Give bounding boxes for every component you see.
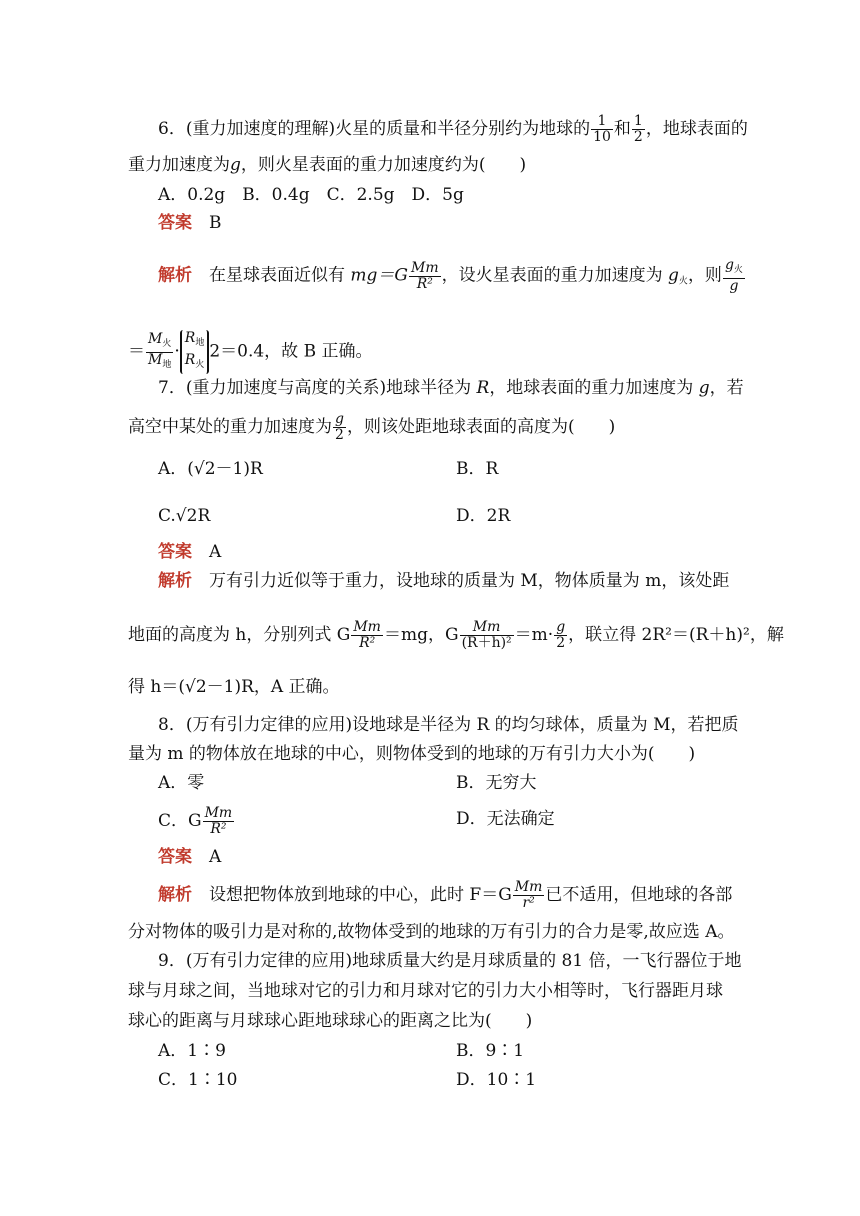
q6-fraction-1-10: $\frac{1}{10}$: [593, 113, 611, 145]
q9-option-a: A．1∶9: [158, 1041, 226, 1061]
q7-stem-line1: [158, 377, 744, 399]
q8-option-d: D．无法确定: [456, 809, 555, 829]
q8-option-c-fraction: $\frac{Mm}{\text{R²}}$: [204, 805, 233, 837]
analysis-label: 解析: [158, 571, 192, 591]
q8-option-a: A．零: [158, 773, 205, 793]
q6-an-f: ＝: [128, 341, 145, 362]
q6-g: g: [230, 155, 241, 175]
q7-option-a: A．(√2－1)R: [158, 459, 263, 479]
q6-stem-line1: [158, 114, 748, 145]
q6-stem-d: ，则火星表面的重力加速度约为( ): [240, 155, 527, 175]
q6-stem-c: 重力加速度为: [128, 155, 230, 175]
analysis-label: 解析: [158, 265, 192, 286]
q7-an-fraction-2: $\frac{Mm}{\text{(R＋h)²}}$: [461, 619, 512, 651]
q8-option-c-text: C．G: [158, 811, 202, 831]
q8-option-b: B．无穷大: [456, 773, 537, 793]
q7-an2c: ＝m·: [514, 625, 554, 645]
q7-stem-b: ，地球表面的重力加速度为: [489, 378, 694, 398]
q8-option-c: [158, 806, 235, 837]
analysis-label: 解析: [158, 885, 192, 905]
q6-answer: [158, 212, 222, 234]
answer-label: 答案: [158, 847, 192, 867]
q7-an2b: ＝mg，G: [383, 625, 459, 645]
q9-stem-line2: 球与月球之间，当地球对它的引力和月球对它的引力大小相等时，飞行器距月球: [128, 981, 723, 1001]
q7-stem-line2: [128, 412, 615, 443]
q8-stem-line1: 8．(万有引力定律的应用)设地球是半径为 R 的均匀球体，质量为 M，若把质: [158, 715, 739, 735]
q8-an-fraction: $\frac{Mm}{\text{r²}}$: [514, 879, 543, 911]
q6-an-c: ，设火星表面的重力加速度为: [441, 265, 663, 286]
q7-R: R: [476, 378, 490, 398]
q7-g: g: [698, 378, 710, 398]
q7-option-c: C.√2R: [158, 506, 211, 526]
q6-an-fraction: $\frac{Mm}{\text{R²}}$: [411, 259, 439, 292]
q6-an-d: g: [668, 265, 679, 286]
q7-an-fraction-1: $\frac{Mm}{\text{R²}}$: [353, 619, 381, 651]
q6-an-e: ，则: [687, 265, 722, 286]
q6-an-g: 2＝0.4，故 B 正确。: [209, 341, 373, 362]
q6-stem-text-b: ，地球表面的: [645, 119, 748, 139]
answer-label: 答案: [158, 542, 192, 562]
q8-answer: [158, 846, 221, 868]
q7-an2d: ，联立得 2R²＝(R＋h)²，解: [568, 625, 784, 645]
q7-analysis-line1: [158, 570, 729, 592]
q6-an-b: mg＝G: [350, 265, 408, 286]
q9-option-c: C．1∶10: [158, 1070, 238, 1090]
q8-answer-value: A: [209, 847, 222, 867]
q7-an-fraction-3: $\frac{g}{2}$: [556, 619, 566, 651]
q7-fraction-g-2: $\frac{g}{2}$: [335, 411, 344, 443]
q9-option-b: B．9∶1: [456, 1041, 525, 1061]
q7-an2a: 地面的高度为 h，分别列式 G: [128, 625, 351, 645]
q6-options: A．0.2g B．0.4g C．2.5g D．5g: [158, 185, 464, 205]
q7-stem-d: 高空中某处的重力加速度为: [128, 417, 332, 437]
q8-stem-line2: 量为 m 的物体放在地球的中心，则物体受到的地球的万有引力大小为( ): [128, 744, 696, 764]
q6-stem-line2: [128, 154, 526, 176]
q7-analysis-line2: [128, 620, 784, 651]
q7-answer-value: A: [209, 542, 222, 562]
q7-option-b: B．R: [456, 459, 499, 479]
q6-an-bracket: $R_地$ $R_火$: [180, 330, 210, 374]
q6-fraction-1-2: $\frac{1}{2}$: [633, 113, 643, 145]
q6-analysis-line2: ＝ $\frac{M_火}{M_地}$ · $R_地$ $R_火$ 2＝0.4，故 B 正确。: [128, 330, 372, 374]
q7-option-d: D．2R: [456, 506, 511, 526]
q9-option-d: D．10∶1: [456, 1070, 537, 1090]
q8-analysis-line1: [158, 880, 732, 911]
q6-an-a: 在星球表面近似有: [209, 265, 345, 286]
q6-an-sub: 火: [678, 276, 688, 287]
q8-analysis-line2: 分对物体的吸引力是对称的,故物体受到的地球的万有引力的合力是零,故应选 A。: [128, 922, 735, 942]
q6-analysis-line1: [158, 258, 746, 294]
q9-stem-line3: 球心的距离与月球球心距地球球心的距离之比为( ): [128, 1011, 533, 1031]
q7-stem-c: ，若: [709, 378, 744, 398]
q6-an-fraction-3: $\frac{M_火}{M_地}$: [148, 330, 172, 370]
q7-analysis-line3: 得 h＝(√2－1)R，A 正确。: [128, 677, 340, 697]
q8-an1b: 已不适用，但地球的各部: [545, 885, 733, 905]
q7-answer: [158, 541, 221, 563]
q6-an-fraction-2: $\frac{g_火}{g}$: [724, 257, 743, 294]
q6-and: 和: [613, 119, 631, 139]
q7-stem-a: 7．(重力加速度与高度的关系)地球半径为: [158, 378, 472, 398]
q9-stem-line1: 9．(万有引力定律的应用)地球质量大约是月球质量的 81 倍，一飞行器位于地: [158, 951, 742, 971]
q6-stem-text: 6．(重力加速度的理解)火星的质量和半径分别约为地球的: [158, 119, 591, 139]
q7-stem-e: ，则该处距地球表面的高度为( ): [346, 417, 616, 437]
q7-an1: 万有引力近似等于重力，设地球的质量为 M，物体质量为 m，该处距: [209, 571, 730, 591]
answer-label: 答案: [158, 213, 192, 233]
q8-an1a: 设想把物体放到地球的中心，此时 F＝G: [209, 885, 512, 905]
q6-answer-value: B: [209, 213, 222, 233]
